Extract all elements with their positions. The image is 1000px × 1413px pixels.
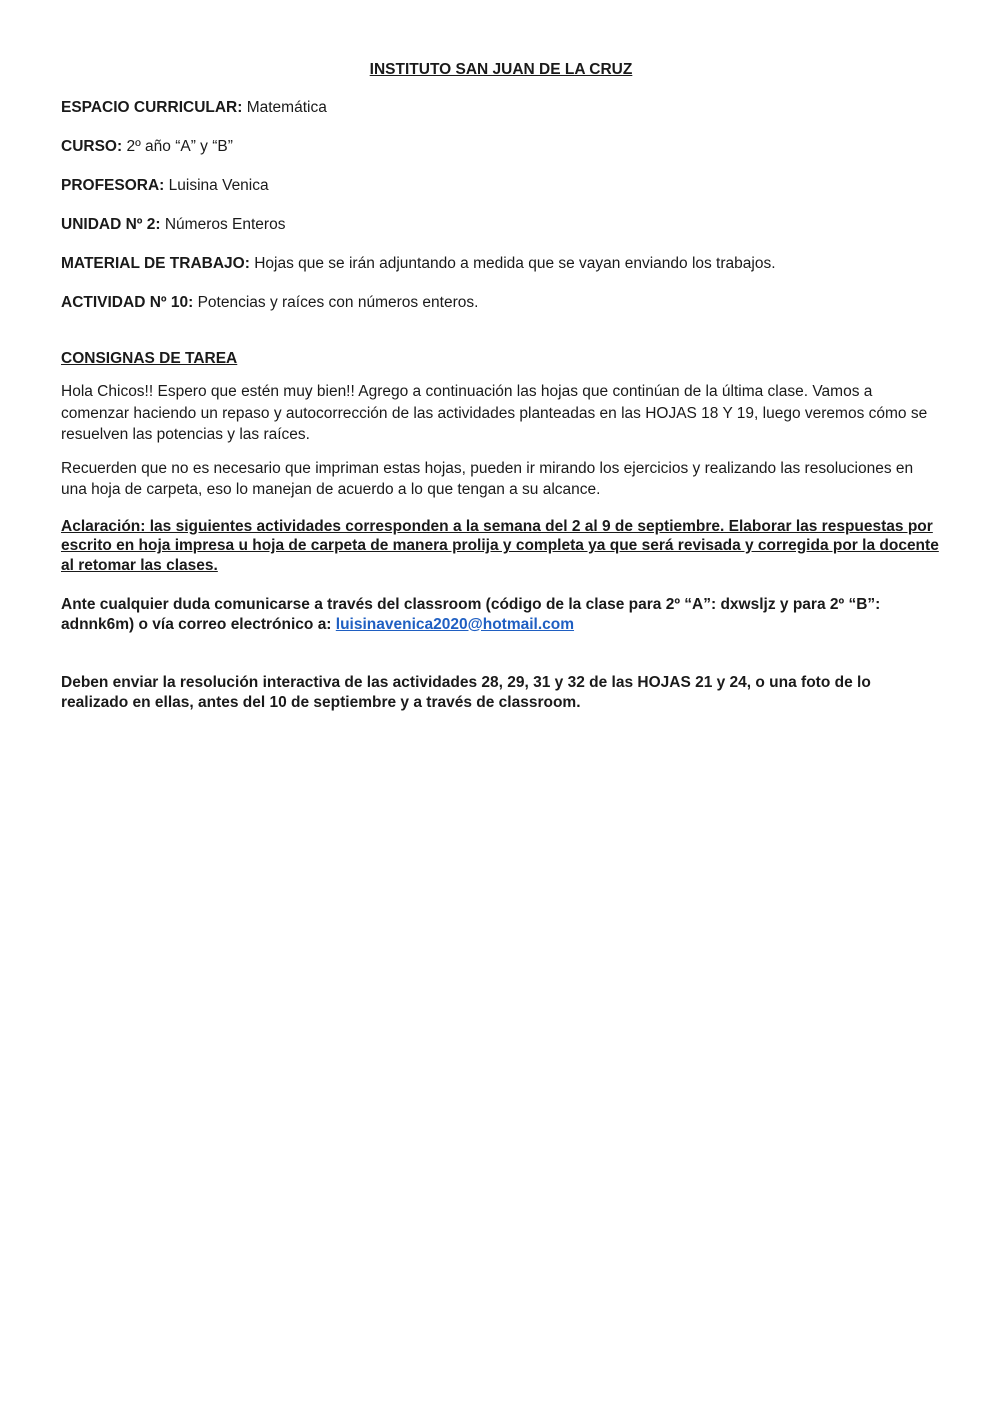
intro-paragraph: Hola Chicos!! Espero que estén muy bien!! Agrego a continuación las hojas que continúan de la última clase. Vamos a comenzar haciendo un repaso y autocorrección de las actividades planteadas en las HOJAS 18 Y 19, luego veremos cómo se resuelven las potencias y las raíces. [61, 383, 928, 443]
field-label: MATERIAL DE TRABAJO: [61, 255, 250, 272]
field-label: PROFESORA: [61, 177, 165, 194]
clarification-paragraph: Aclaración: las siguientes actividades corresponden a la semana del 2 al 9 de septiembre. Elaborar las respuestas por escrito en hoja impresa u hoja de carpeta de manera prolija y completa ya que será revisada y corregida por la docente al retomar las clases. [61, 517, 939, 574]
field-value: Potencias y raíces con números enteros. [197, 294, 479, 311]
document-title: INSTITUTO SAN JUAN DE LA CRUZ [369, 61, 633, 78]
field-unidad [61, 215, 941, 235]
contact-text: Ante cualquier duda comunicarse a través del classroom (código de la clase para 2º “A”: dxwsljz y para 2º “B”: adnnk6m) o vía correo electrónico a: [61, 596, 881, 633]
document-page [61, 60, 941, 733]
field-label: ESPACIO CURRICULAR: [61, 99, 243, 116]
field-profesora [61, 176, 941, 196]
field-actividad [61, 293, 941, 313]
contact-paragraph [61, 595, 941, 634]
reminder-paragraph: Recuerden que no es necesario que impriman estas hojas, pueden ir mirando los ejercicios y realizando las resoluciones en una hoja de carpeta, eso lo manejan de acuerdo a lo que tengan a su alcance. [61, 459, 914, 498]
section-title: CONSIGNAS DE TAREA [61, 350, 238, 367]
field-label: CURSO: [61, 138, 123, 155]
email-link[interactable]: luisinavenica2020@hotmail.com [335, 615, 575, 633]
field-value: 2º año “A” y “B” [126, 138, 233, 155]
field-material-de-trabajo [61, 254, 941, 274]
field-value: Matemática [246, 99, 327, 116]
field-curso [61, 137, 941, 157]
field-label: UNIDAD Nº 2: [61, 216, 161, 233]
field-espacio-curricular [61, 98, 941, 118]
spacer [61, 655, 941, 673]
field-value: Hojas que se irán adjuntando a medida que se vayan enviando los trabajos. [254, 255, 776, 272]
field-label: ACTIVIDAD Nº 10: [61, 294, 194, 311]
field-value: Luisina Venica [168, 177, 269, 194]
field-value: Números Enteros [164, 216, 286, 233]
submission-paragraph: Deben enviar la resolución interactiva de las actividades 28, 29, 31 y 32 de las HOJAS 21 y 24, o una foto de lo realizado en ellas, antes del 10 de septiembre y a través de classroom. [61, 674, 871, 711]
